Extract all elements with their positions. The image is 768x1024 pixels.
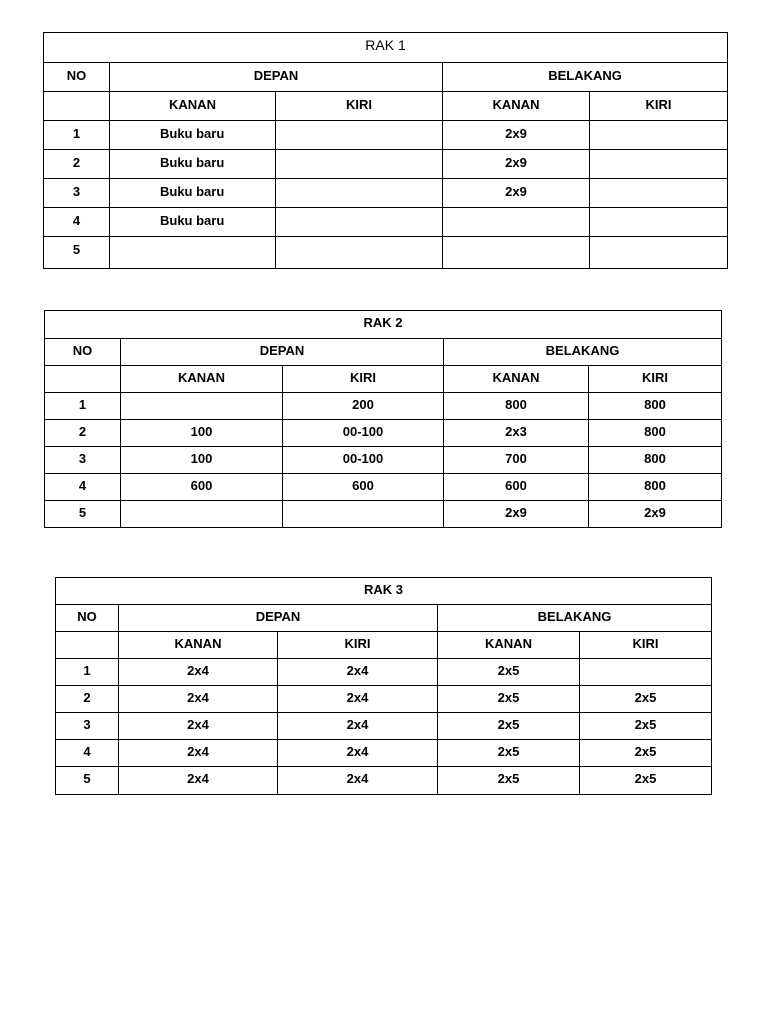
cell-no: 1 xyxy=(44,121,110,150)
cell-belakang-kanan: 600 xyxy=(444,474,589,501)
table-title: RAK 1 xyxy=(44,33,728,63)
subheader-depan-kiri: KIRI xyxy=(283,366,444,393)
cell-belakang-kiri: 800 xyxy=(589,420,722,447)
cell-belakang-kanan: 2x9 xyxy=(444,501,589,528)
header-row xyxy=(45,339,722,366)
cell-depan-kanan: 100 xyxy=(121,420,283,447)
cell-belakang-kiri xyxy=(590,179,728,208)
cell-depan-kiri: 2x4 xyxy=(278,659,438,686)
table-row xyxy=(56,659,712,686)
subheader-depan-kanan: KANAN xyxy=(119,632,278,659)
cell-no: 4 xyxy=(44,208,110,237)
cell-depan-kiri: 2x4 xyxy=(278,686,438,713)
cell-no: 1 xyxy=(56,659,119,686)
header-row xyxy=(56,605,712,632)
subheader-belakang-kanan: KANAN xyxy=(444,366,589,393)
cell-depan-kanan: 2x4 xyxy=(119,740,278,767)
table-row xyxy=(45,393,722,420)
subheader-depan-kanan: KANAN xyxy=(121,366,283,393)
cell-belakang-kanan: 2x5 xyxy=(438,686,580,713)
cell-belakang-kanan: 2x5 xyxy=(438,713,580,740)
header-depan: DEPAN xyxy=(119,605,438,632)
cell-no: 5 xyxy=(56,767,119,795)
subheader-row xyxy=(44,92,728,121)
cell-depan-kiri xyxy=(276,237,443,269)
cell-belakang-kanan: 2x3 xyxy=(444,420,589,447)
subheader-belakang-kanan: KANAN xyxy=(443,92,590,121)
header-no: NO xyxy=(44,63,110,92)
cell-belakang-kanan: 2x5 xyxy=(438,767,580,795)
cell-belakang-kiri: 2x5 xyxy=(580,713,712,740)
cell-depan-kanan xyxy=(121,501,283,528)
table-row xyxy=(56,767,712,795)
cell-depan-kiri: 600 xyxy=(283,474,444,501)
subheader-row xyxy=(56,632,712,659)
subheader-row xyxy=(45,366,722,393)
subheader-belakang-kiri: KIRI xyxy=(589,366,722,393)
cell-depan-kiri xyxy=(276,150,443,179)
cell-depan-kanan: 2x4 xyxy=(119,713,278,740)
cell-depan-kanan: 2x4 xyxy=(119,659,278,686)
table-row xyxy=(44,179,728,208)
cell-no: 5 xyxy=(45,501,121,528)
rak2-table xyxy=(44,310,722,528)
subheader-depan-kanan: KANAN xyxy=(110,92,276,121)
cell-belakang-kiri: 2x5 xyxy=(580,767,712,795)
cell-no: 4 xyxy=(45,474,121,501)
subheader-empty xyxy=(56,632,119,659)
cell-depan-kanan xyxy=(121,393,283,420)
subheader-depan-kiri: KIRI xyxy=(276,92,443,121)
cell-depan-kanan: Buku baru xyxy=(110,121,276,150)
table-title-row xyxy=(45,311,722,339)
table-title: RAK 2 xyxy=(45,311,722,339)
cell-no: 3 xyxy=(45,447,121,474)
cell-belakang-kanan: 2x9 xyxy=(443,121,590,150)
cell-depan-kanan: 600 xyxy=(121,474,283,501)
cell-depan-kiri: 2x4 xyxy=(278,767,438,795)
subheader-belakang-kanan: KANAN xyxy=(438,632,580,659)
table-row xyxy=(56,686,712,713)
cell-depan-kiri xyxy=(283,501,444,528)
cell-belakang-kiri xyxy=(590,208,728,237)
cell-belakang-kiri: 800 xyxy=(589,474,722,501)
cell-belakang-kiri xyxy=(590,121,728,150)
table-row xyxy=(45,501,722,528)
cell-depan-kiri: 2x4 xyxy=(278,740,438,767)
cell-no: 3 xyxy=(44,179,110,208)
cell-belakang-kanan: 2x9 xyxy=(443,179,590,208)
table-row xyxy=(44,121,728,150)
subheader-empty xyxy=(45,366,121,393)
cell-no: 2 xyxy=(45,420,121,447)
header-no: NO xyxy=(56,605,119,632)
table-row xyxy=(56,713,712,740)
cell-belakang-kanan: 2x9 xyxy=(443,150,590,179)
table-title: RAK 3 xyxy=(56,578,712,605)
cell-belakang-kiri xyxy=(590,237,728,269)
cell-belakang-kiri: 800 xyxy=(589,393,722,420)
cell-no: 2 xyxy=(44,150,110,179)
cell-belakang-kiri: 2x9 xyxy=(589,501,722,528)
cell-belakang-kanan: 2x5 xyxy=(438,740,580,767)
header-no: NO xyxy=(45,339,121,366)
cell-no: 1 xyxy=(45,393,121,420)
cell-depan-kanan: Buku baru xyxy=(110,179,276,208)
table-row xyxy=(44,150,728,179)
rak1-table xyxy=(43,32,728,269)
subheader-belakang-kiri: KIRI xyxy=(590,92,728,121)
cell-depan-kanan: Buku baru xyxy=(110,208,276,237)
table-title-row xyxy=(44,33,728,63)
cell-depan-kiri: 00-100 xyxy=(283,447,444,474)
header-depan: DEPAN xyxy=(121,339,444,366)
cell-depan-kanan: 100 xyxy=(121,447,283,474)
cell-no: 5 xyxy=(44,237,110,269)
cell-belakang-kiri: 800 xyxy=(589,447,722,474)
cell-belakang-kanan xyxy=(443,237,590,269)
cell-no: 2 xyxy=(56,686,119,713)
rak3-table xyxy=(55,577,712,795)
cell-depan-kiri: 00-100 xyxy=(283,420,444,447)
cell-belakang-kiri: 2x5 xyxy=(580,686,712,713)
header-depan: DEPAN xyxy=(110,63,443,92)
cell-belakang-kiri xyxy=(580,659,712,686)
table-title-row xyxy=(56,578,712,605)
table-row xyxy=(45,447,722,474)
cell-belakang-kanan: 700 xyxy=(444,447,589,474)
cell-depan-kanan: 2x4 xyxy=(119,767,278,795)
cell-depan-kiri xyxy=(276,121,443,150)
table-row xyxy=(44,237,728,269)
header-belakang: BELAKANG xyxy=(438,605,712,632)
subheader-empty xyxy=(44,92,110,121)
cell-depan-kiri xyxy=(276,179,443,208)
cell-depan-kiri: 200 xyxy=(283,393,444,420)
subheader-depan-kiri: KIRI xyxy=(278,632,438,659)
cell-no: 3 xyxy=(56,713,119,740)
table-row xyxy=(45,420,722,447)
cell-belakang-kanan: 800 xyxy=(444,393,589,420)
header-belakang: BELAKANG xyxy=(444,339,722,366)
cell-depan-kanan xyxy=(110,237,276,269)
table-row xyxy=(45,474,722,501)
header-row xyxy=(44,63,728,92)
cell-depan-kiri xyxy=(276,208,443,237)
cell-depan-kanan: Buku baru xyxy=(110,150,276,179)
cell-no: 4 xyxy=(56,740,119,767)
cell-depan-kanan: 2x4 xyxy=(119,686,278,713)
cell-belakang-kiri xyxy=(590,150,728,179)
table-row xyxy=(44,208,728,237)
subheader-belakang-kiri: KIRI xyxy=(580,632,712,659)
cell-belakang-kanan: 2x5 xyxy=(438,659,580,686)
cell-depan-kiri: 2x4 xyxy=(278,713,438,740)
table-row xyxy=(56,740,712,767)
cell-belakang-kanan xyxy=(443,208,590,237)
header-belakang: BELAKANG xyxy=(443,63,728,92)
cell-belakang-kiri: 2x5 xyxy=(580,740,712,767)
